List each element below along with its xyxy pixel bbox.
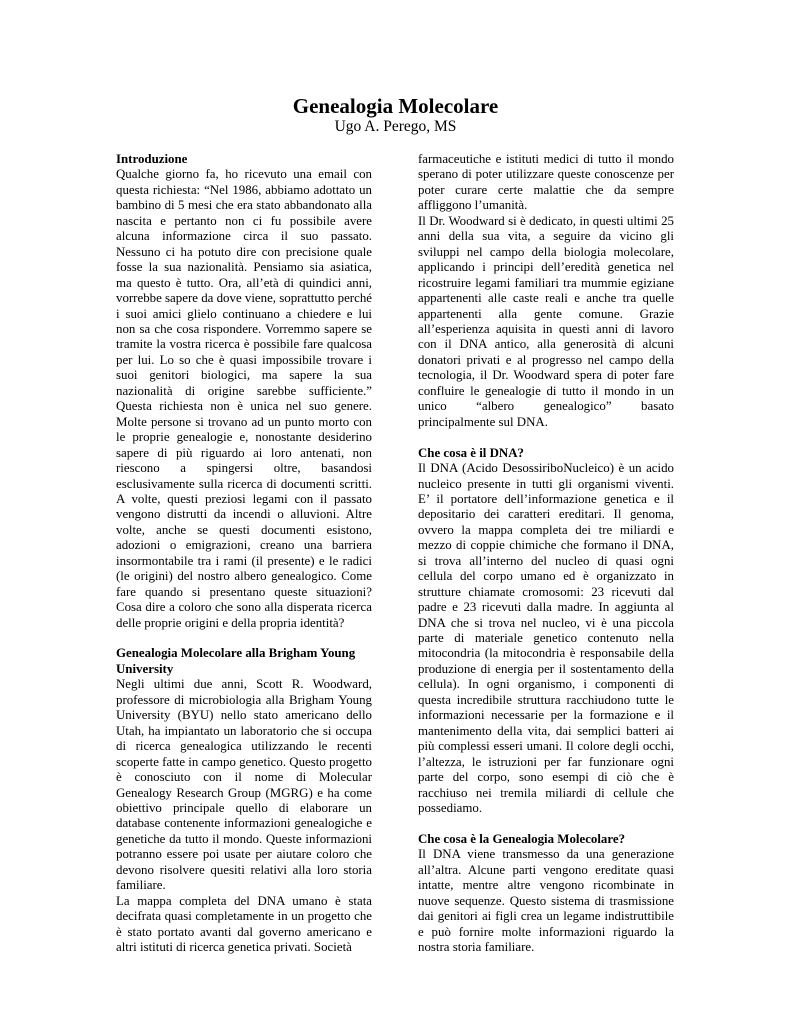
paragraph-byu-1: Negli ultimi due anni, Scott R. Woodward, professore di microbiologia alla Brigham Young University (BYU) nello stato americano dello Utah, ha impiantato un laboratorio che si occupa di ricerca genealogica utilizzando le recenti scoperte fatte in campo genetico. Questo progetto è conosciuto con il nome di Molecular Genealogy Research Group (MGRG) e ha come obiettivo principale quello di elaborare un database contenente informazioni genealogiche e genetiche da tutto il mondo. Queste informazioni potranno essere poi usate per aiutare coloro che devono risolvere quesiti relativi alla loro storia familiare. [116,677,372,893]
left-column [116,152,372,956]
document-author: Ugo A. Perego, MS [334,118,457,135]
section-heading-dna: Che cosa è il DNA? [418,445,524,460]
right-column [418,152,674,956]
paragraph-dna: Il DNA (Acido DesossiriboNucleico) è un acido nucleico presente in tutti gli organismi viventi. E’ il portatore dell’informazione genetica e il depositario dei caratteri ereditari. Il genoma, ovvero la mappa completa dei tre miliardi e mezzo di coppie chimiche che formano il DNA, si trova all’interno del nucleo di quasi ogni cellula del corpo umano ed è organizzato in strutture chiamate cromosomi: 23 ricevuti dal padre e 23 ricevuti dalla madre. In aggiunta al DNA che si trova nel nucleo, vi è una piccola parte di materiale genetico contenuto nella mitocondria (la mitocondria è responsabile della produzione di energia per il sostentamento della cellula). In ogni organismo, i componenti di questa incredibile struttura racchiudono tutte le informazioni necessarie per la formazione e il mantenimento della vita, dai semplici batteri ai più complessi esseri umani. Il colore degli occhi, l’altezza, le istruzioni per far funzionare ogni parte del corpo, sono esempi di ciò che è racchiuso nei tremila miliardi di cellule che possediamo. [418,461,674,816]
paragraph-byu-2: La mappa completa del DNA umano è stata decifrata quasi completamente in un progetto che è stato portato avanti dal governo americano e altri istituti di ricerca genetica privati. Società [116,893,372,955]
section-heading-byu: Genealogia Molecolare alla Brigham Young University [116,646,356,676]
section-heading-genealogia-molecolare: Che cosa è la Genealogia Molecolare? [418,831,626,846]
section-gap [418,430,674,445]
section-gap [116,631,372,646]
paragraph-genealogia-molecolare: Il DNA viene transmesso da una generazione all’altra. Alcune parti vengono ereditate quasi intatte, mentre altre vengono ricombinate in nuove sequenze. Questo sistema di trasmissione dai genitori ai figli crea un legame indistruttibile e può fornire molte informazioni riguardo la nostra storia familiare. [418,847,674,955]
section-heading-introduzione: Introduzione [116,152,188,166]
paragraph-introduzione: Qualche giorno fa, ho ricevuto una email con questa richiesta: “Nel 1986, abbiamo adottato un bambino di 5 mesi che era stato abbandonato alla nascita e pertanto non ci fu possibile avere alcuna informazione circa il suo passato. Nessuno ci ha potuto dire con precisione quale fosse la sua nazionalità. Pensiamo sia asiatica, ma questo è tutto. Ora, all’età di quindici anni, vorrebbe sapere da dove viene, soprattutto perché i suoi amici glielo continuano a chiedere e lui non sa che cosa rispondere. Vorremmo sapere se tramite la vostra ricerca è possibile fare qualcosa per lui. Lo so che è quasi impossibile trovare i suoi genitori biologici, ma sapere la sua nazionalità di origine sarebbe sufficiente.” Questa richiesta non è unica nel suo genere. Molte persone si trovano ad un punto morto con le proprie genealogie e, nonostante desiderino sapere di più riguardo ai loro antenati, non riescono a spingersi oltre, basandosi esclusivamente sulla ricerca di documenti scritti. A volte, questi preziosi legami con il passato vengono distrutti da incendi o alluvioni. Altre volte, anche se questi documenti esistono, adozioni o emigrazioni, creano una barriera insormontabile tra i rami (il presente) e le radici (le origini) del nostro albero genealogico. Come fare quando si presentano queste situazioni? Cosa dire a coloro che sono alla disperata ricerca delle proprie origini e della propria identità? [116,167,372,630]
section-gap [418,816,674,831]
paragraph-continuation-1: farmaceutiche e istituti medici di tutto il mondo sperano di poter utilizzare queste conoscenze per poter curare certe malattie che da sempre affliggono l’umanità. [418,152,674,213]
paragraph-woodward: Il Dr. Woodward si è dedicato, in questi ultimi 25 anni della sua vita, a seguire da vicino gli sviluppi nel campo della biologia molecolare, applicando i principi dell’eredità genetica nel ricostruire legami familiari tra mummie egiziane appartenenti alle caste reali e anche tra quelle appartenenti alla gente comune. Grazie all’esperienza aquisita in questi anni di lavoro con il DNA antico, alla generosità di alcuni donatori privati e al progresso nel campo della tecnologia, il Dr. Woodward spera di poter fare confluire le genealogie di tutto il mondo in un unico “albero genealogico” basato principalmente sul DNA. [418,213,674,429]
document-title: Genealogia Molecolare [292,94,499,118]
